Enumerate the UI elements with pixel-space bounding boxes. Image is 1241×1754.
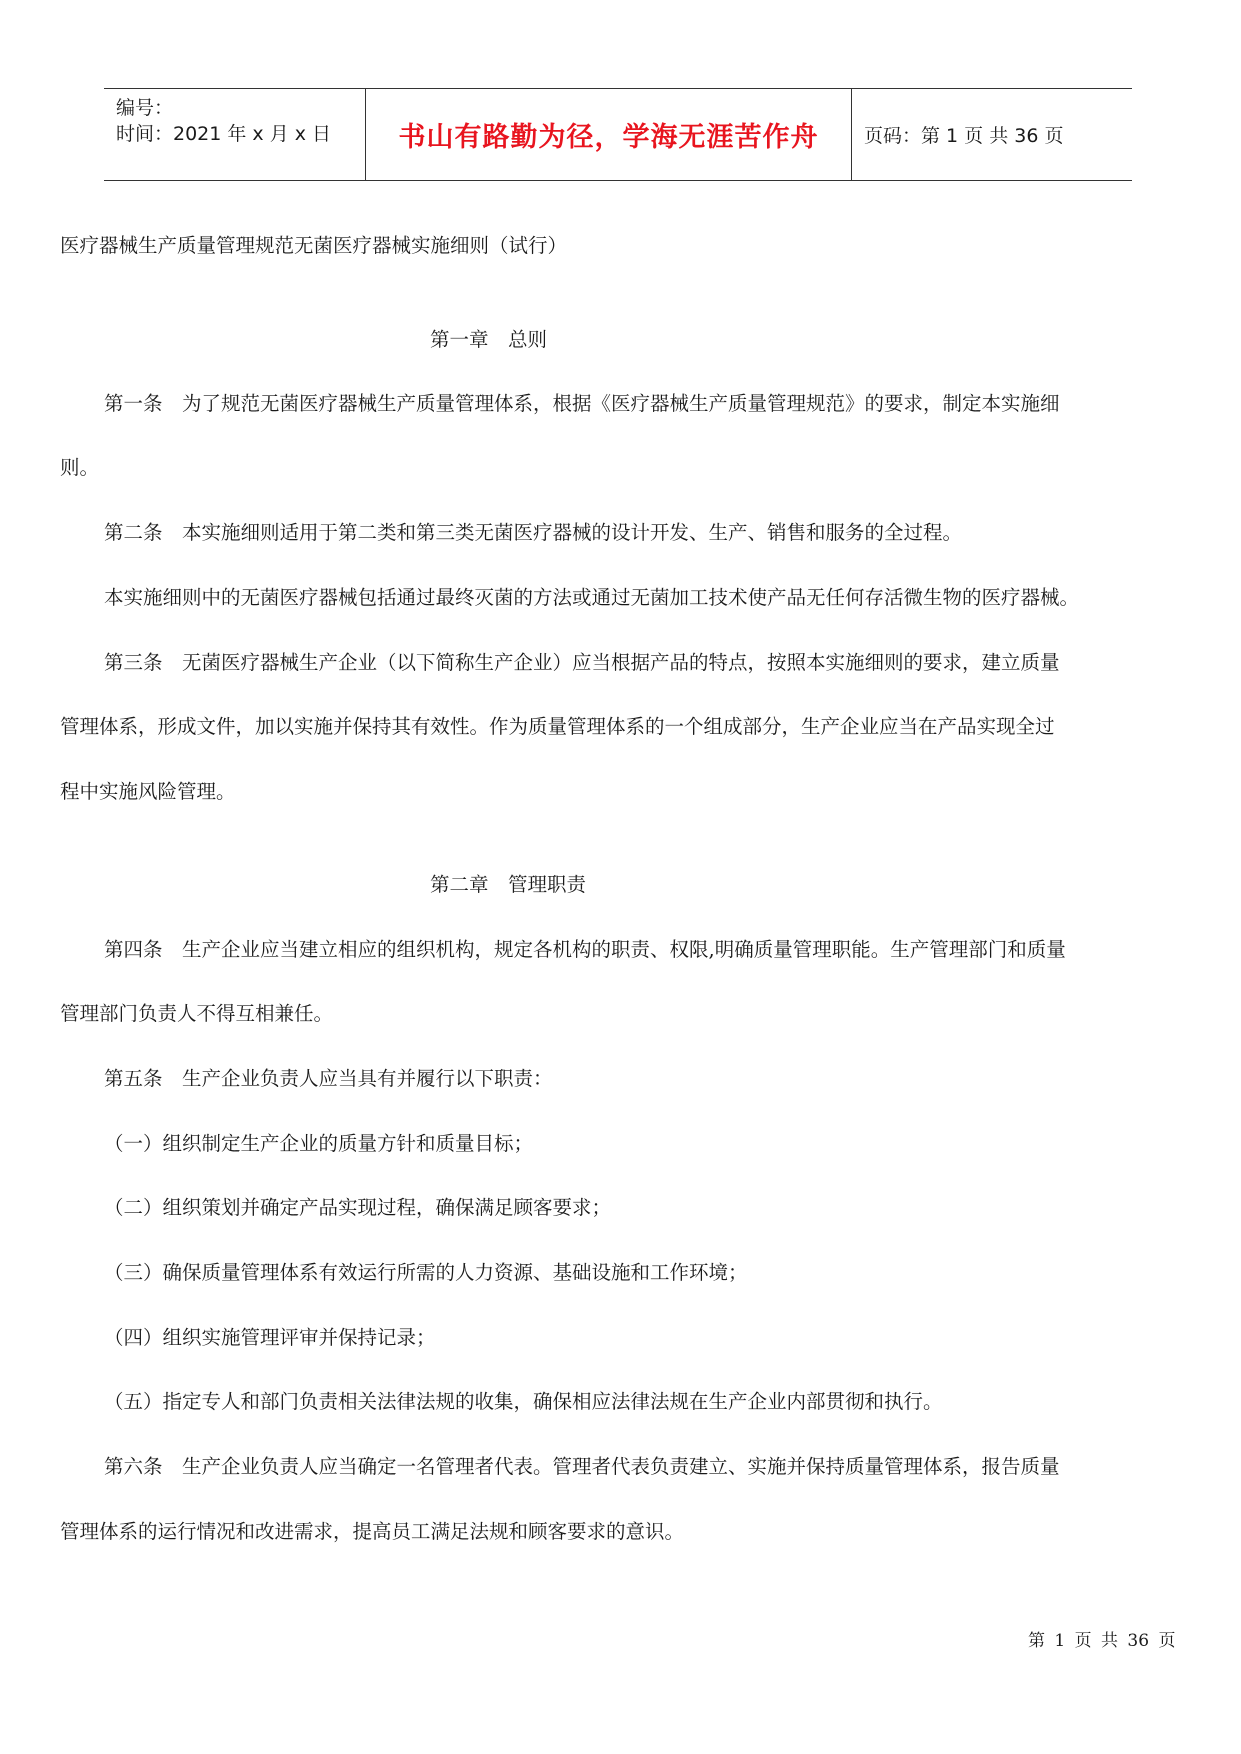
document-header xyxy=(104,88,1132,181)
list-item-5: （五）指定专人和部门负责相关法律法规的收集，确保相应法律法规在生产企业内部贯彻和执行。 xyxy=(104,1390,943,1413)
list-item-2: （二）组织策划并确定产品实现过程，确保满足顾客要求； xyxy=(104,1196,612,1219)
article-3-line-2: 管理体系，形成文件，加以实施并保持其有效性。作为质量管理体系的一个组成部分，生产企业应当在产品实现全过 xyxy=(60,715,1055,738)
header-meta-cell xyxy=(104,89,366,180)
list-item-3: （三）确保质量管理体系有效运行所需的人力资源、基础设施和工作环境； xyxy=(104,1261,748,1284)
article-3-line-3: 程中实施风险管理。 xyxy=(60,780,236,803)
chapter-heading-1: 第一章 总则 xyxy=(430,328,548,351)
article-2: 第二条 本实施细则适用于第二类和第三类无菌医疗器械的设计开发、生产、销售和服务的全过程。 xyxy=(104,521,963,544)
time-label: 时间：2021 年 x 月 x 日 xyxy=(116,123,332,145)
document-title: 医疗器械生产质量管理规范无菌医疗器械实施细则（试行） xyxy=(60,234,568,257)
article-3-line-1: 第三条 无菌医疗器械生产企业（以下简称生产企业）应当根据产品的特点，按照本实施细则的要求，建立质量 xyxy=(104,651,1060,674)
header-motto-cell xyxy=(366,89,852,180)
header-page-cell xyxy=(852,89,1132,180)
list-item-1: （一）组织制定生产企业的质量方针和质量目标； xyxy=(104,1132,534,1155)
article-2-note: 本实施细则中的无菌医疗器械包括通过最终灭菌的方法或通过无菌加工技术使产品无任何存活微生物的医疗器械。 xyxy=(104,586,1080,609)
motto-text: 书山有路勤为径，学海无涯苦作舟 xyxy=(398,122,819,153)
article-1-line-2: 则。 xyxy=(60,456,100,479)
article-1-line-1: 第一条 为了规范无菌医疗器械生产质量管理体系，根据《医疗器械生产质量管理规范》的要求，制定本实施细 xyxy=(104,392,1060,415)
header-page-info: 页码：第 1 页 共 36 页 xyxy=(864,125,1064,147)
article-6-line-1: 第六条 生产企业负责人应当确定一名管理者代表。管理者代表负责建立、实施并保持质量管理体系，报告质量 xyxy=(104,1455,1060,1478)
list-item-4: （四）组织实施管理评审并保持记录； xyxy=(104,1326,436,1349)
page-footer: 第 1 页 共 36 页 xyxy=(1028,1631,1176,1651)
article-4-line-2: 管理部门负责人不得互相兼任。 xyxy=(60,1002,334,1025)
chapter-heading-2: 第二章 管理职责 xyxy=(430,873,587,896)
article-6-line-2: 管理体系的运行情况和改进需求，提高员工满足法规和顾客要求的意识。 xyxy=(60,1520,685,1543)
article-4-line-1: 第四条 生产企业应当建立相应的组织机构，规定各机构的职责、权限,明确质量管理职能。生产管理部门和质量 xyxy=(104,938,1066,961)
article-5: 第五条 生产企业负责人应当具有并履行以下职责： xyxy=(104,1067,553,1090)
number-label: 编号： xyxy=(116,97,174,119)
